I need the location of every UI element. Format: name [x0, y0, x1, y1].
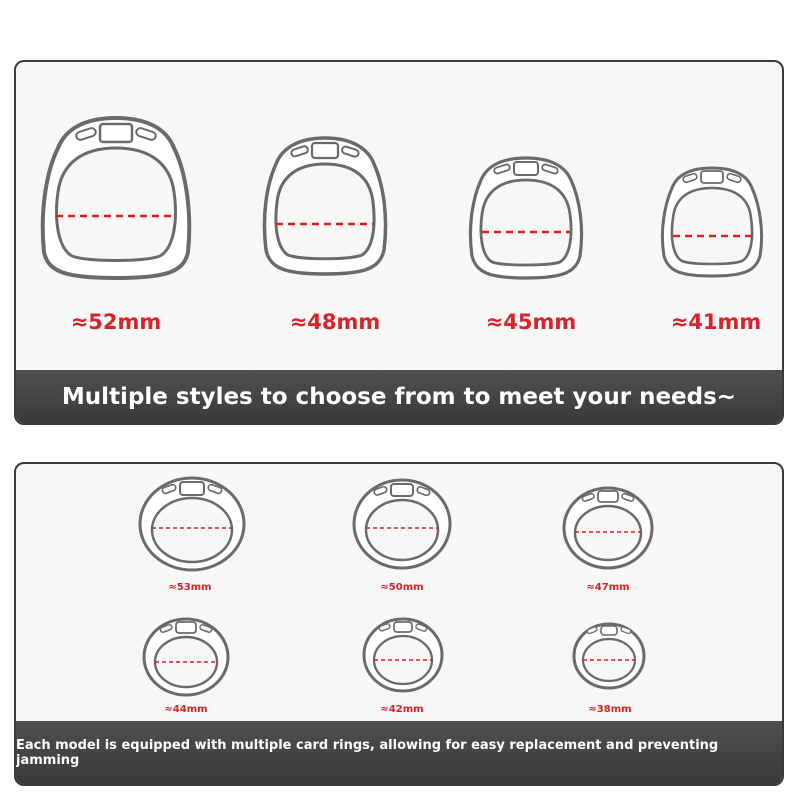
ring-38mm-image [570, 616, 648, 692]
size-label-50mm: ≈50mm [380, 582, 424, 593]
ring-41mm-image [656, 162, 768, 282]
bottom-banner: Each model is equipped with multiple card rings, allowing for easy replacement and preventing jamming [16, 721, 782, 784]
bottom-panel [14, 462, 784, 786]
size-label-38mm: ≈38mm [588, 704, 632, 715]
ring-53mm-image [136, 470, 248, 574]
ring-45mm-image [464, 152, 588, 284]
size-label-53mm: ≈53mm [168, 582, 212, 593]
ring-44mm-image [140, 612, 232, 698]
size-label-44mm: ≈44mm [164, 704, 208, 715]
top-panel [14, 60, 784, 425]
ring-42mm-image [360, 612, 446, 694]
ring-50mm-image [350, 472, 454, 572]
size-label-41mm: ≈41mm [670, 310, 762, 334]
size-label-42mm: ≈42mm [380, 704, 424, 715]
ring-48mm-image [258, 132, 392, 280]
size-label-45mm: ≈45mm [485, 310, 577, 334]
ring-52mm-image [36, 112, 196, 284]
top-banner: Multiple styles to choose from to meet your needs~ [16, 370, 782, 423]
size-label-48mm: ≈48mm [289, 310, 381, 334]
ring-47mm-image [560, 480, 656, 572]
size-label-47mm: ≈47mm [586, 582, 630, 593]
size-label-52mm: ≈52mm [70, 310, 162, 334]
